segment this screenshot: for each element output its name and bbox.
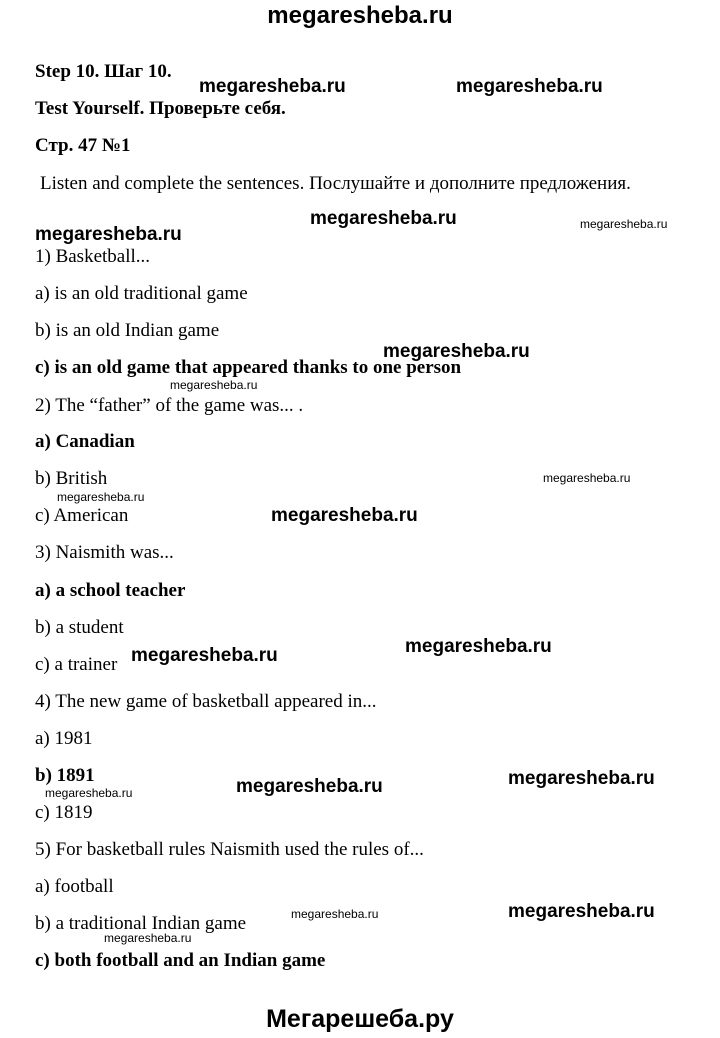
question-1-stem: 1) Basketball... — [35, 246, 151, 267]
task-instruction: Listen and complete the sentences. Послушайте и дополните предложения. — [40, 173, 631, 194]
question-1-option-c-answer: c) is an old game that appeared thanks to one person — [35, 357, 462, 378]
watermark: megaresheba.ru — [236, 776, 383, 797]
question-3-option-a-answer: a) a school teacher — [35, 580, 186, 601]
question-3-option-c: c) a trainer — [35, 654, 118, 675]
watermark: megaresheba.ru — [310, 208, 457, 229]
question-2-option-a-answer: a) Canadian — [35, 431, 135, 452]
question-2-stem: 2) The “father” of the game was... . — [35, 395, 304, 416]
watermark: megaresheba.ru — [508, 901, 655, 922]
watermark: megaresheba.ru — [271, 505, 418, 526]
watermark: megaresheba.ru — [580, 217, 668, 231]
watermark: megaresheba.ru — [170, 378, 258, 392]
question-1-option-a: a) is an old traditional game — [35, 283, 248, 304]
question-5-option-c-answer: c) both football and an Indian game — [35, 950, 326, 971]
question-5-option-b: b) a traditional Indian game — [35, 913, 247, 934]
footer-watermark: Мегарешеба.ру — [266, 1005, 454, 1033]
watermark: megaresheba.ru — [291, 907, 379, 921]
test-heading: Test Yourself. Проверьте себя. — [35, 98, 286, 119]
watermark: megaresheba.ru — [456, 76, 603, 97]
header-watermark: megaresheba.ru — [267, 2, 453, 29]
page-reference: Стр. 47 №1 — [35, 135, 131, 156]
question-4-option-c: c) 1819 — [35, 802, 93, 823]
question-2-option-b: b) British — [35, 468, 108, 489]
watermark: megaresheba.ru — [45, 786, 133, 800]
question-3-option-b: b) a student — [35, 617, 124, 638]
question-5-option-a: a) football — [35, 876, 114, 897]
question-4-option-b-answer: b) 1891 — [35, 765, 95, 786]
watermark: megaresheba.ru — [131, 645, 278, 666]
watermark: megaresheba.ru — [508, 768, 655, 789]
watermark: megaresheba.ru — [405, 636, 552, 657]
watermark: megaresheba.ru — [383, 341, 530, 362]
watermark: megaresheba.ru — [57, 490, 145, 504]
question-4-stem: 4) The new game of basketball appeared in... — [35, 691, 377, 712]
watermark: megaresheba.ru — [104, 931, 192, 945]
watermark: megaresheba.ru — [35, 224, 182, 245]
step-heading: Step 10. Шаг 10. — [35, 61, 172, 82]
question-3-stem: 3) Naismith was... — [35, 542, 174, 563]
watermark: megaresheba.ru — [199, 76, 346, 97]
question-5-stem: 5) For basketball rules Naismith used the rules of... — [35, 839, 424, 860]
question-4-option-a: a) 1981 — [35, 728, 93, 749]
question-2-option-c: c) American — [35, 505, 129, 526]
watermark: megaresheba.ru — [543, 471, 631, 485]
question-1-option-b: b) is an old Indian game — [35, 320, 220, 341]
